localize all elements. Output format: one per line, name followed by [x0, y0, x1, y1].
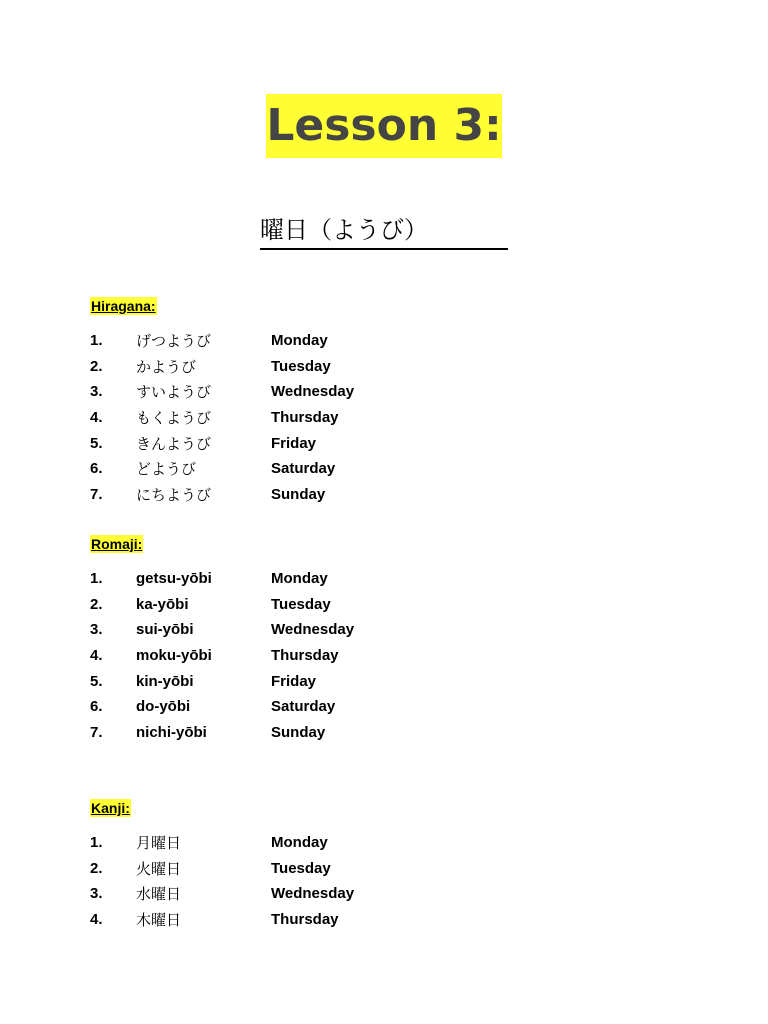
list-item	[90, 859, 490, 885]
list-item	[90, 434, 490, 460]
list-item	[90, 331, 490, 357]
list-item	[90, 485, 490, 511]
list-item	[90, 672, 490, 698]
item-number: 3.	[90, 383, 103, 401]
item-number: 5.	[90, 434, 103, 452]
hiragana-term: もくようび	[136, 409, 212, 428]
romaji-term: sui-yōbi	[136, 621, 194, 639]
item-number: 7.	[90, 724, 103, 742]
item-number: 2.	[90, 357, 103, 375]
hiragana-term: かようび	[136, 357, 197, 376]
day-name: Wednesday	[271, 885, 355, 903]
list-item	[90, 646, 490, 672]
kanji-term: 水曜日	[136, 885, 182, 904]
section-label-kanji: Kanji:	[91, 800, 130, 816]
day-name: Tuesday	[271, 357, 331, 375]
item-number: 6.	[90, 460, 103, 478]
item-number: 3.	[90, 621, 103, 639]
section-label-romaji: Romaji:	[91, 536, 143, 552]
item-number: 4.	[90, 409, 103, 427]
list-item	[90, 723, 490, 749]
day-name: Saturday	[271, 698, 336, 716]
day-name: Monday	[271, 834, 328, 851]
list-item	[90, 569, 490, 595]
day-name: Thursday	[271, 911, 339, 929]
item-number: 5.	[90, 672, 103, 690]
item-number: 2.	[90, 595, 103, 613]
list-item	[90, 382, 490, 408]
day-name: Monday	[271, 570, 328, 587]
romaji-term: nichi-yōbi	[136, 724, 207, 742]
romaji-term: moku-yōbi	[136, 647, 212, 665]
list-item	[90, 459, 490, 485]
list-item	[90, 595, 490, 621]
kanji-term: 火曜日	[136, 859, 182, 878]
item-number: 1.	[90, 570, 103, 587]
hiragana-term: どようび	[136, 460, 197, 479]
romaji-term: ka-yōbi	[136, 595, 189, 613]
day-name: Wednesday	[271, 383, 355, 401]
day-name: Tuesday	[271, 595, 331, 613]
item-number: 7.	[90, 486, 103, 504]
list-item	[90, 408, 490, 434]
day-name: Saturday	[271, 460, 336, 478]
item-number: 4.	[90, 647, 103, 665]
item-number: 2.	[90, 859, 103, 877]
day-name: Friday	[271, 672, 317, 690]
romaji-term: kin-yōbi	[136, 672, 194, 690]
page-subtitle: 曜日（ようび）	[260, 212, 508, 250]
day-name: Friday	[271, 434, 317, 452]
hiragana-term: すいようび	[136, 383, 212, 402]
list-item	[90, 884, 490, 910]
day-name: Thursday	[271, 647, 339, 665]
item-number: 4.	[90, 911, 103, 929]
kanji-term: 月曜日	[136, 834, 182, 852]
hiragana-term: きんようび	[136, 434, 212, 453]
list-item	[90, 833, 490, 859]
romaji-list	[90, 569, 490, 749]
list-item	[90, 910, 490, 936]
kanji-term: 木曜日	[136, 911, 182, 930]
item-number: 3.	[90, 885, 103, 903]
item-number: 1.	[90, 834, 103, 851]
item-number: 6.	[90, 698, 103, 716]
day-name: Wednesday	[271, 621, 355, 639]
page-title: Lesson 3:	[266, 100, 502, 151]
day-name: Monday	[271, 332, 328, 349]
romaji-term: getsu-yōbi	[136, 570, 212, 587]
day-name: Thursday	[271, 409, 339, 427]
hiragana-list	[90, 331, 490, 511]
section-label-hiragana: Hiragana:	[91, 298, 156, 314]
list-item	[90, 357, 490, 383]
list-item	[90, 697, 490, 723]
list-item	[90, 620, 490, 646]
day-name: Sunday	[271, 486, 326, 504]
hiragana-term: げつようび	[136, 332, 212, 350]
romaji-term: do-yōbi	[136, 698, 191, 716]
hiragana-term: にちようび	[136, 486, 212, 505]
day-name: Tuesday	[271, 859, 331, 877]
kanji-list	[90, 833, 490, 936]
item-number: 1.	[90, 332, 103, 349]
title-highlight	[266, 94, 502, 158]
day-name: Sunday	[271, 724, 326, 742]
